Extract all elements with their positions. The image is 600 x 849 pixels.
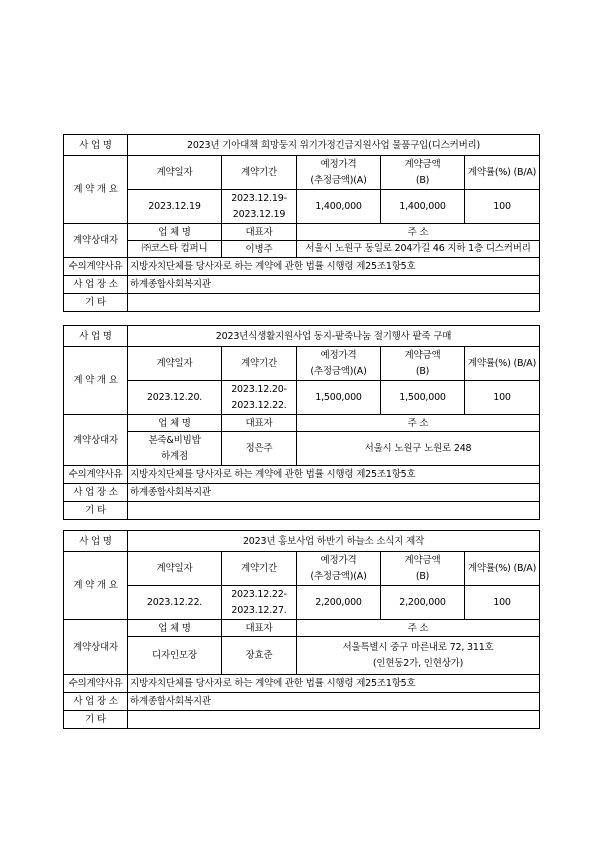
period-end: 2023.12.27.	[231, 604, 287, 616]
contract-table-1	[63, 134, 540, 312]
counterparty-label: 계약상대자	[64, 620, 128, 675]
est-price-header-line2: (추정금액)(A)	[310, 570, 367, 582]
period-start: 2023.12.19-	[231, 192, 287, 204]
counterparty-values-row	[64, 432, 540, 466]
overview-header-row	[64, 156, 540, 190]
location-value: 하계종합사회복지관	[128, 276, 540, 294]
project-name-value: 2023년 기아대책 희망둥지 위기가정긴급지원사업 물품구입(디스커버리)	[128, 135, 540, 156]
representative-header: 대표자	[222, 415, 297, 432]
address-header: 주 소	[297, 620, 540, 637]
est-price-header-line1: 예정가격	[320, 349, 357, 361]
est-price-header-line2: (추정금액)(A)	[310, 365, 367, 377]
est-price-header-line2: (추정금액)(A)	[310, 174, 367, 186]
est-price-header	[297, 156, 381, 190]
contract-amount-header	[381, 552, 465, 586]
project-name-label: 사 업 명	[64, 135, 128, 156]
reason-label: 수의계약사유	[64, 258, 128, 276]
company-name-header: 업 체 명	[128, 620, 222, 637]
contract-amount-value: 1,400,000	[381, 190, 465, 224]
address-line1: 서울시 노원구 동일로 204가길 46 지하 1층 디스커버리	[305, 243, 531, 254]
representative-header: 대표자	[222, 620, 297, 637]
contract-amount-header-line1: 계약금액	[404, 554, 441, 566]
period-start: 2023.12.22-	[231, 588, 287, 600]
representative-value: 정은주	[222, 432, 297, 466]
project-name-label: 사 업 명	[64, 531, 128, 552]
reason-row	[64, 675, 540, 693]
project-name-value: 2023년식생활지원사업 동지-팥죽나눔 절기행사 팥죽 구매	[128, 326, 540, 347]
period-end: 2023.12.22.	[231, 399, 287, 411]
contract-amount-header	[381, 347, 465, 381]
counterparty-header-row	[64, 224, 540, 241]
company-name-line1: ㈜코스타 컴퍼니	[141, 243, 208, 254]
address-line2: (인현동2가, 인현상가)	[372, 657, 464, 669]
reason-row	[64, 258, 540, 276]
est-price-header-line1: 예정가격	[320, 158, 357, 170]
location-label: 사 업 장 소	[64, 693, 128, 711]
location-value: 하계종합사회복지관	[128, 484, 540, 502]
company-name-value	[128, 637, 222, 675]
contract-rate-value: 100	[465, 381, 540, 415]
reason-value: 지방자치단체를 당사자로 하는 계약에 관한 법률 시행령 제25조1항5호	[128, 258, 540, 276]
company-name-value	[128, 241, 222, 258]
est-price-value: 1,400,000	[297, 190, 381, 224]
est-price-value: 2,200,000	[297, 586, 381, 620]
contract-date-value: 2023.12.20.	[128, 381, 222, 415]
counterparty-label: 계약상대자	[64, 415, 128, 466]
address-line1: 서울특별시 중구 마른내로 72, 311호	[342, 641, 494, 653]
etc-value	[128, 711, 540, 729]
est-price-header-line1: 예정가격	[320, 554, 357, 566]
etc-row	[64, 294, 540, 312]
contract-amount-header-line1: 계약금액	[404, 349, 441, 361]
representative-value: 장효준	[222, 637, 297, 675]
contract-period-header: 계약기간	[222, 347, 297, 381]
contract-period-header: 계약기간	[222, 156, 297, 190]
period-end: 2023.12.19	[232, 208, 286, 220]
overview-label: 계 약 개 요	[64, 552, 128, 620]
project-row	[64, 135, 540, 156]
contract-period-value	[222, 190, 297, 224]
counterparty-values-row	[64, 241, 540, 258]
counterparty-values-row	[64, 637, 540, 675]
reason-label: 수의계약사유	[64, 675, 128, 693]
counterparty-header-row	[64, 620, 540, 637]
contract-rate-header: 계약률(%) (B/A)	[465, 552, 540, 586]
overview-header-row	[64, 552, 540, 586]
contract-amount-header-line2: (B)	[415, 174, 430, 186]
etc-label: 기 타	[64, 502, 128, 520]
est-price-value: 1,500,000	[297, 381, 381, 415]
contract-table-3	[63, 530, 540, 729]
representative-header: 대표자	[222, 224, 297, 241]
reason-label: 수의계약사유	[64, 466, 128, 484]
location-label: 사 업 장 소	[64, 484, 128, 502]
address-value	[297, 432, 540, 466]
overview-label: 계 약 개 요	[64, 347, 128, 415]
company-name-header: 업 체 명	[128, 224, 222, 241]
etc-label: 기 타	[64, 711, 128, 729]
contract-date-value: 2023.12.22.	[128, 586, 222, 620]
address-header: 주 소	[297, 224, 540, 241]
est-price-header	[297, 347, 381, 381]
contract-table-2	[63, 325, 540, 520]
etc-value	[128, 294, 540, 312]
location-label: 사 업 장 소	[64, 276, 128, 294]
etc-row	[64, 502, 540, 520]
project-name-label: 사 업 명	[64, 326, 128, 347]
etc-label: 기 타	[64, 294, 128, 312]
est-price-header	[297, 552, 381, 586]
location-row	[64, 693, 540, 711]
reason-row	[64, 466, 540, 484]
overview-values-row	[64, 190, 540, 224]
contract-rate-header: 계약률(%) (B/A)	[465, 156, 540, 190]
contract-period-header: 계약기간	[222, 552, 297, 586]
contract-period-value	[222, 381, 297, 415]
company-name-header: 업 체 명	[128, 415, 222, 432]
etc-value	[128, 502, 540, 520]
contract-amount-header-line2: (B)	[415, 570, 430, 582]
company-name-value	[128, 432, 222, 466]
company-name-line1: 본죽&비빔밥	[148, 434, 201, 446]
contract-rate-value: 100	[465, 586, 540, 620]
contract-date-header: 계약일자	[128, 552, 222, 586]
address-value	[297, 637, 540, 675]
address-header: 주 소	[297, 415, 540, 432]
project-name-value: 2023년 홍보사업 하반기 하늘소 소식지 제작	[128, 531, 540, 552]
contract-amount-header-line2: (B)	[415, 365, 430, 377]
company-name-line2: 하계점	[161, 450, 188, 462]
address-line1: 서울시 노원구 노원로 248	[364, 442, 472, 454]
overview-values-row	[64, 381, 540, 415]
project-row	[64, 326, 540, 347]
reason-value: 지방자치단체를 당사자로 하는 계약에 관한 법률 시행령 제25조1항5호	[128, 675, 540, 693]
overview-values-row	[64, 586, 540, 620]
contract-period-value	[222, 586, 297, 620]
etc-row	[64, 711, 540, 729]
contract-amount-header	[381, 156, 465, 190]
contract-date-header: 계약일자	[128, 156, 222, 190]
representative-value: 이병주	[222, 241, 297, 258]
contract-rate-value: 100	[465, 190, 540, 224]
reason-value: 지방자치단체를 당사자로 하는 계약에 관한 법률 시행령 제25조1항5호	[128, 466, 540, 484]
contract-date-header: 계약일자	[128, 347, 222, 381]
project-row	[64, 531, 540, 552]
location-row	[64, 276, 540, 294]
contract-amount-value: 2,200,000	[381, 586, 465, 620]
counterparty-label: 계약상대자	[64, 224, 128, 258]
overview-header-row	[64, 347, 540, 381]
contract-amount-value: 1,500,000	[381, 381, 465, 415]
overview-label: 계 약 개 요	[64, 156, 128, 224]
company-name-line1: 디자인모장	[152, 649, 197, 661]
contract-amount-header-line1: 계약금액	[404, 158, 441, 170]
address-value	[297, 241, 540, 258]
period-start: 2023.12.20-	[231, 383, 287, 395]
location-value: 하계종합사회복지관	[128, 693, 540, 711]
contract-date-value: 2023.12.19	[128, 190, 222, 224]
location-row	[64, 484, 540, 502]
counterparty-header-row	[64, 415, 540, 432]
contract-rate-header: 계약률(%) (B/A)	[465, 347, 540, 381]
